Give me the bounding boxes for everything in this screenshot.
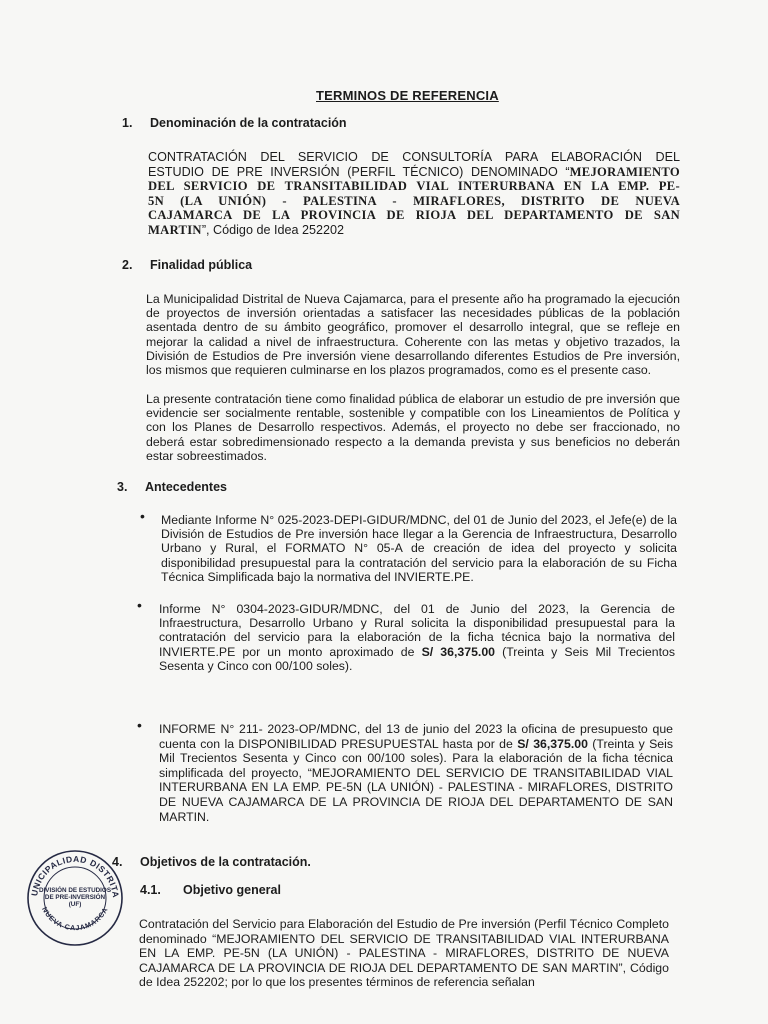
section-2-number: 2.: [122, 258, 133, 272]
bullet-3-text-b: (Treinta y Seis Mil Trecientos Sesenta y Cinco con 00/100 soles). Para la elaboración de la ficha técnica simplificada del proyecto, “MEJORAMIENTO DEL SERVICIO DE TRANSITABILIDAD VIAL INTERURBANA EN LA EMP. PE-5N (LA UNIÓN) - PALESTINA - MIRAFLORES, DISTRITO DE NUEVA CAJAMARCA DE LA PROVINCIA DE RIOJA DEL DEPARTAMENTO DE SAN MARTIN.: [159, 736, 673, 824]
bullet-2-text: [159, 602, 675, 673]
stamp-line-3: (UF): [68, 901, 82, 908]
stamp-line-1: DIVISIÓN DE ESTUDIOS: [38, 887, 112, 894]
section-1-line-5: CAJAMARCA DE LA PROVINCIA DE RIOJA DEL DEPARTAMENTO DE SAN: [148, 208, 680, 223]
stamp-bottom-text: NUEVA CAJAMARCA: [40, 906, 110, 933]
bullet-2-text-a: Informe N° 0304-2023-GIDUR/MDNC, del 01 de Junio del 2023, la Gerencia de Infraestructura, Desarrollo Urbano y Rural solicita la disponibilidad presupuestal para la contratación del servicio para la elaboración de la ficha técnica bajo la normativa del INVIERTE.PE por un monto aproximado de: [159, 602, 675, 659]
subsection-4-1-number: 4.1.: [140, 883, 161, 897]
section-1-heading: Denominación de la contratación: [150, 116, 347, 130]
municipal-stamp: [25, 848, 125, 948]
section-1-line-6: [148, 223, 680, 238]
section-1-line-3: DEL SERVICIO DE TRANSITABILIDAD VIAL INTERURBANA EN LA EMP. PE-: [148, 179, 680, 194]
section-3-heading: Antecedentes: [145, 480, 227, 494]
section-1-line-6b: ”, Código de Idea 252202: [201, 222, 344, 237]
bullet-2-marker: •: [137, 597, 142, 613]
section-4-number: 4.: [112, 855, 123, 869]
section-1-number: 1.: [122, 116, 133, 130]
subsection-4-1-heading: Objetivo general: [183, 883, 281, 897]
section-1-line-2b: MEJORAMIENTO: [569, 164, 680, 179]
bullet-1-text: Mediante Informe N° 025-2023-DEPI-GIDUR/MDNC, del 01 de Junio del 2023, el Jefe(e) de la División de Estudios de Pre inversión hace llegar a la Gerencia de Infraestructura, Desarrollo Urbano y Rural, el FORMATO N° 05-A de creación de idea del proyecto y solicita disponibilidad presupuestal para la contratación del servicio para la elaboración de su Ficha Técnica Simplificada bajo la normativa del INVIERTE.PE.: [161, 513, 677, 584]
stamp-line-2: DE PRE-INVERSIÓN: [44, 894, 106, 901]
section-3-number: 3.: [117, 480, 128, 494]
section-1-body: [148, 150, 680, 238]
section-1-line-2: [148, 165, 680, 180]
stamp-ring-text: UNICIPALIDAD DISTRITA: [29, 853, 122, 899]
section-2-heading: Finalidad pública: [150, 258, 253, 272]
bullet-2-text-b: (Treinta y Seis Mil Trecientos Sesenta y Cinco con 00/100 soles).: [159, 644, 676, 673]
document-title: TERMINOS DE REFERENCIA: [316, 88, 499, 103]
section-1-line-2a: ESTUDIO DE PRE INVERSIÓN (PERFIL TÉCNICO) DENOMINADO “: [148, 164, 570, 179]
bullet-3-amount: S/ 36,375.00: [517, 736, 588, 751]
section-1-line-1: CONTRATACIÓN DEL SERVICIO DE CONSULTORÍA PARA ELABORACIÓN DEL: [148, 150, 680, 164]
section-2-paragraph-1: La Municipalidad Distrital de Nueva Cajamarca, para el presente año ha programado la ejecución de proyectos de inversión orientadas a satisfacer las necesidades públicas de la población asentada dentro de su ámbito geográfico, promover el desarrollo integral, que se refleje en mejorar la calidad a nivel de infraestructura. Coherente con las metas y objetivo trazados, la División de Estudios de Pre inversión viene desarrollando diferentes Estudios de Pre inversión, los mismos que requieren culminarse en los plazos programados, como es el presente caso.: [146, 292, 680, 378]
section-1-line-4: 5N (LA UNIÓN) - PALESTINA - MIRAFLORES, DISTRITO DE NUEVA: [148, 193, 680, 208]
bullet-3-text: [159, 722, 673, 824]
bullet-3-text-a: INFORME N° 211- 2023-OP/MDNC, del 13 de junio del 2023 la oficina de presupuesto que cuenta con la DISPONIBILIDAD PRESUPUESTAL hasta por de: [159, 722, 673, 751]
section-1-line-6a: MARTIN: [148, 222, 202, 237]
svg-text:NUEVA CAJAMARCA: [40, 906, 110, 932]
section-4-paragraph: Contratación del Servicio para Elaboración del Estudio de Pre inversión (Perfil Técnico Completo denominado “MEJORAMIENTO DEL SERVICIO DE TRANSITABILIDAD VIAL INTERURBANA EN LA EMP. PE-5N (LA UNIÓN) - PALESTINA - MIRAFLORES, DISTRITO DE NUEVA CAJAMARCA DE LA PROVINCIA DE RIOJA DEL DEPARTAMENTO DE SAN MARTIN”, Código de Idea 252202; por lo que los presentes términos de referencia señalan: [139, 917, 669, 990]
section-2-paragraph-2: La presente contratación tiene como finalidad pública de elaborar un estudio de pre inversión que evidencie ser socialmente rentable, sostenible y compatible con los Lineamientos de Política y con los Planes de Desarrollo respectivos. Además, el proyecto no debe ser fraccionado, no deberá estar sobredimensionado respecto a la demanda prevista y sus beneficios no deberán estar sobreestimados.: [146, 392, 680, 463]
bullet-2-amount: S/ 36,375.00: [421, 644, 496, 659]
section-4-heading: Objetivos de la contratación.: [140, 855, 311, 869]
bullet-1-marker: •: [140, 508, 145, 524]
bullet-3-marker: •: [137, 717, 142, 733]
